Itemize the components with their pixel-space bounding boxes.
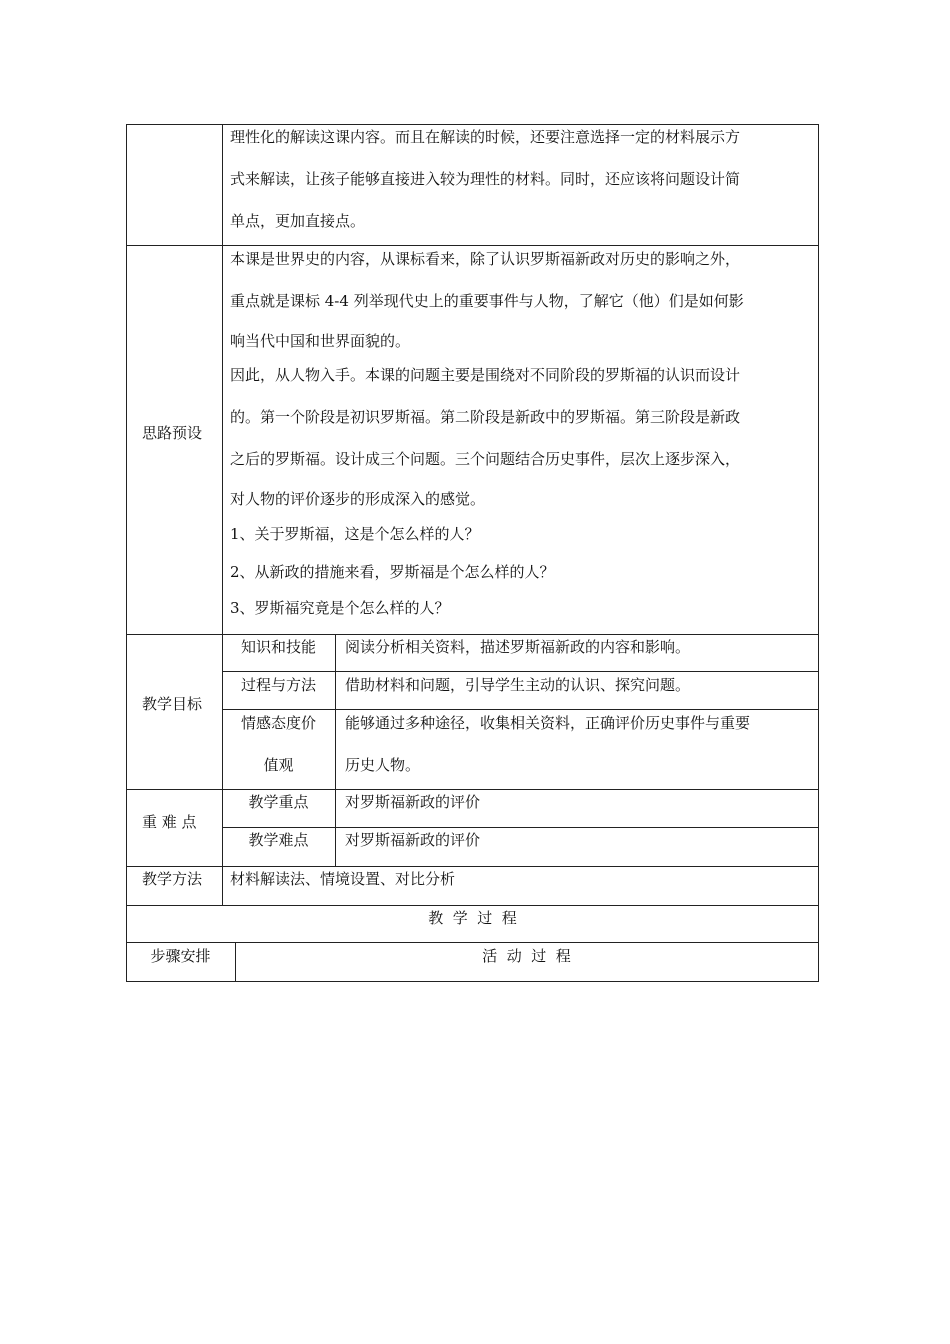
goal-content-attitude: 能够通过多种途径，收集相关资料，正确评价历史事件与重要 (345, 714, 751, 732)
intro-line: 单点，更加直接点。 (230, 212, 366, 230)
table-bottom-border (126, 981, 819, 982)
goal-content-process: 借助材料和问题，引导学生主动的认识、探究问题。 (345, 676, 691, 694)
goals-name-divider (335, 634, 336, 790)
process-title: 教 学 过 程 (428, 909, 517, 927)
label-column-divider (222, 124, 223, 905)
approach-line: 的。第一个阶段是初识罗斯福。第二阶段是新政中的罗斯福。第三阶段是新政 (230, 408, 741, 426)
table-left-border (126, 124, 127, 982)
goal-name-knowledge: 知识和技能 (240, 638, 316, 656)
row-separator (126, 245, 819, 246)
goal-name-attitude: 情感态度价 (240, 714, 316, 732)
table-right-border (818, 124, 819, 982)
approach-line: 对人物的评价逐步的形成深入的感觉。 (230, 490, 486, 508)
approach-label: 思路预设 (142, 424, 203, 442)
approach-question: 1、关于罗斯福，这是个怎么样的人？ (230, 525, 480, 543)
approach-question: 3、罗斯福究竟是个怎么样的人？ (230, 599, 450, 617)
intro-line: 式来解读，让孩子能够直接进入较为理性的材料。同时，还应该将问题设计简 (230, 170, 741, 188)
row-separator (126, 866, 819, 867)
goal-name-attitude: 值观 (263, 756, 294, 774)
method-label: 教学方法 (142, 870, 203, 888)
approach-question: 2、从新政的措施来看，罗斯福是个怎么样的人？ (230, 563, 555, 581)
keypoints-label: 重 难 点 (142, 813, 197, 831)
approach-line: 重点就是课标 4-4 列举现代史上的重要事件与人物，了解它（他）们是如何影 (230, 292, 744, 310)
row-separator (126, 789, 819, 790)
approach-line: 响当代中国和世界面貌的。 (230, 332, 411, 350)
table-top-border (126, 124, 819, 125)
goals-subrow-separator (222, 671, 819, 672)
row-separator (126, 942, 819, 943)
keypoint-content-focus: 对罗斯福新政的评价 (345, 793, 481, 811)
goal-content-knowledge: 阅读分析相关资料，描述罗斯福新政的内容和影响。 (345, 638, 691, 656)
keypoint-name-focus: 教学重点 (248, 793, 309, 811)
approach-line: 之后的罗斯福。设计成三个问题。三个问题结合历史事件，层次上逐步深入， (230, 450, 741, 468)
keypoint-name-difficulty: 教学难点 (248, 831, 309, 849)
approach-line: 因此，从人物入手。本课的问题主要是围绕对不同阶段的罗斯福的认识而设计 (230, 366, 741, 384)
intro-line: 理性化的解读这课内容。而且在解读的时候，还要注意选择一定的材料展示方 (230, 128, 741, 146)
goals-subrow-separator (222, 709, 819, 710)
row-separator (126, 634, 819, 635)
goals-label: 教学目标 (142, 695, 203, 713)
keypoints-subrow-separator (222, 827, 819, 828)
process-col-steps: 步骤安排 (150, 947, 211, 965)
process-col-activities: 活 动 过 程 (482, 947, 571, 965)
keypoints-name-divider (335, 789, 336, 867)
keypoint-content-difficulty: 对罗斯福新政的评价 (345, 831, 481, 849)
goal-content-attitude: 历史人物。 (345, 756, 421, 774)
row-separator (126, 905, 819, 906)
goal-name-process: 过程与方法 (240, 676, 316, 694)
method-content: 材料解读法、情境设置、对比分析 (230, 870, 456, 888)
approach-line: 本课是世界史的内容，从课标看来，除了认识罗斯福新政对历史的影响之外， (230, 250, 741, 268)
